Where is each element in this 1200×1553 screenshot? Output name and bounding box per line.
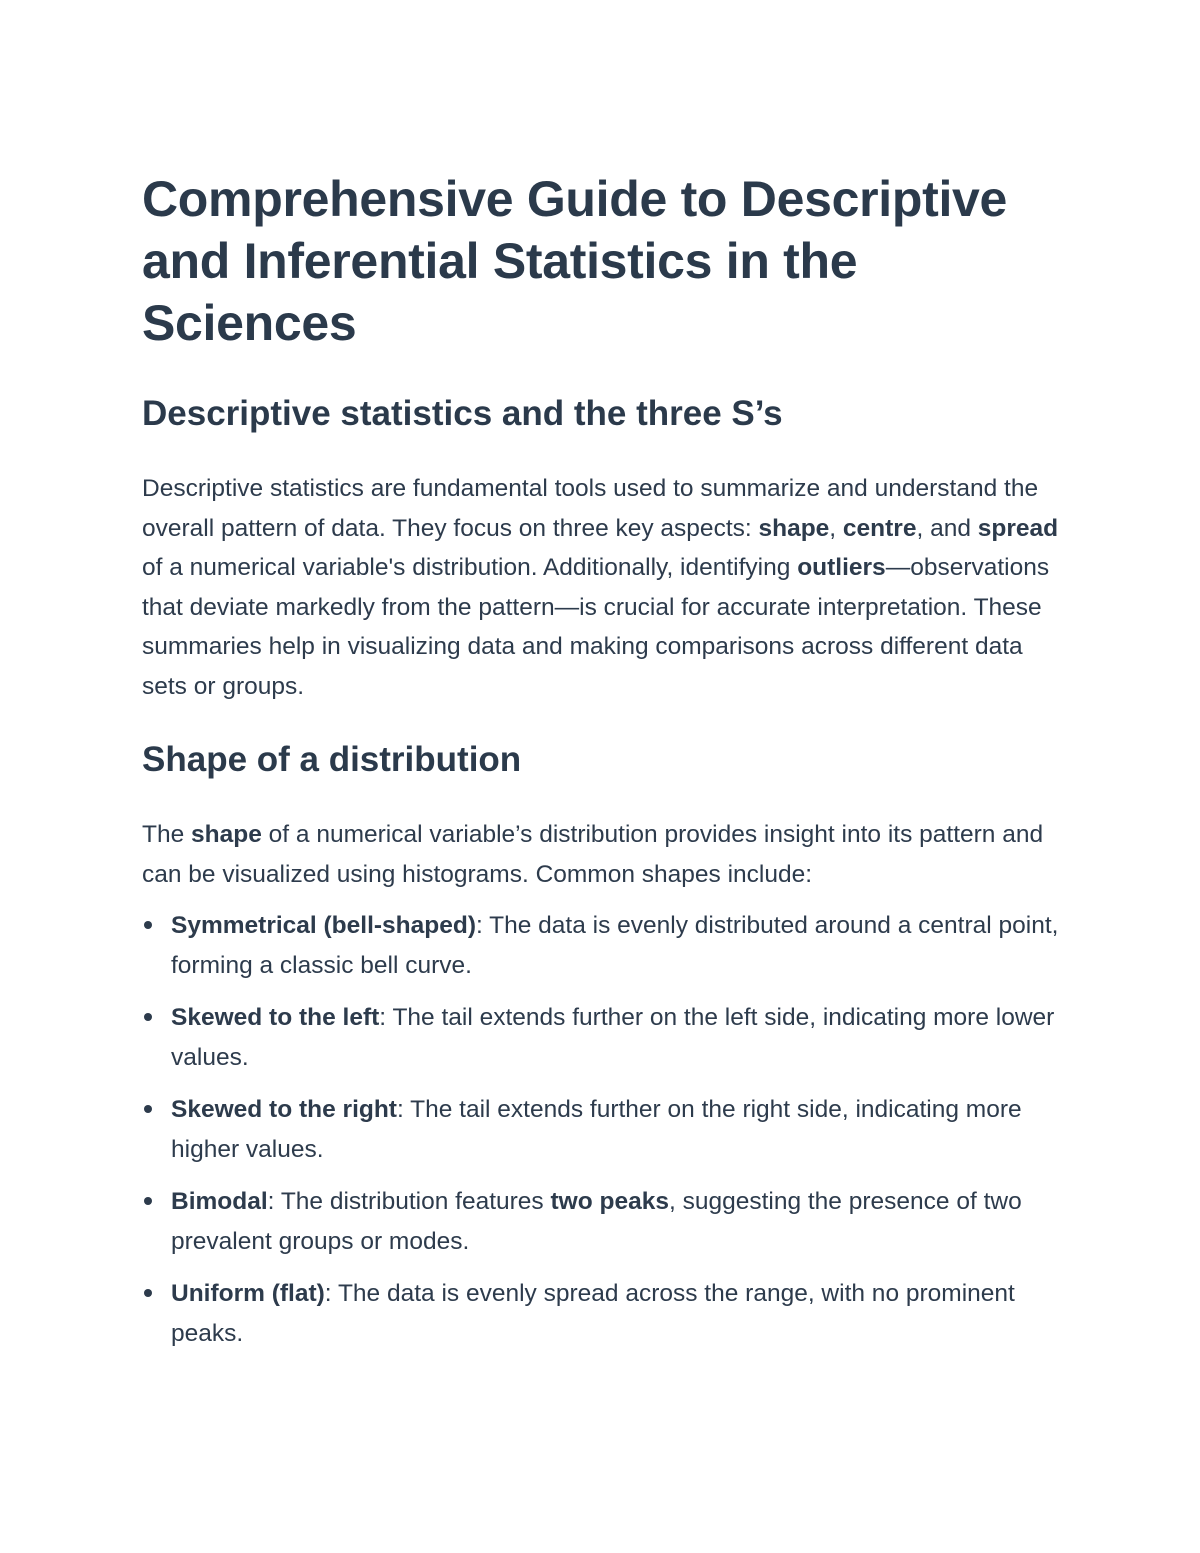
- list-item-text: , suggesting the presence of two prevalent groups or modes.: [171, 1188, 1022, 1255]
- bullet-icon: [144, 921, 152, 929]
- list-item-text: : The tail extends further on the right side, indicating more higher values.: [171, 1096, 1022, 1163]
- shape-paragraph: [142, 815, 1072, 894]
- document-page: [142, 168, 1072, 1366]
- list-item-term: Bimodal: [171, 1188, 268, 1215]
- page-title: Comprehensive Guide to Descriptive and Inferential Statistics in the Sciences: [142, 171, 1008, 351]
- list-item-text: : The data is evenly distributed around a central point, forming a classic bell curve.: [171, 912, 1059, 979]
- text-run: of a numerical variable's distribution. Additionally, identifying: [142, 554, 798, 581]
- list-item: [142, 1182, 1072, 1261]
- list-item-term: Uniform (flat): [171, 1280, 325, 1307]
- text-run: The: [142, 821, 192, 848]
- list-item-text: : The distribution features: [267, 1188, 551, 1215]
- list-item-term: Symmetrical (bell-shaped): [171, 912, 476, 939]
- bold-term-spread: spread: [977, 514, 1059, 542]
- bold-term-shape: shape: [758, 514, 830, 542]
- list-item: [142, 998, 1072, 1077]
- list-item: [142, 1090, 1072, 1169]
- list-item-term: Skewed to the left: [171, 1004, 380, 1031]
- list-item: [142, 1274, 1072, 1353]
- bold-term-shape: shape: [191, 821, 262, 848]
- bullet-icon: [144, 1197, 152, 1205]
- list-item-term: Skewed to the right: [171, 1096, 397, 1123]
- bullet-icon: [144, 1289, 152, 1297]
- section-heading-descriptive: Descriptive statistics and the three S’s: [142, 394, 783, 433]
- text-run: , and: [916, 514, 978, 542]
- list-item-term: two peaks: [550, 1188, 669, 1215]
- list-item-text: : The tail extends further on the left side, indicating more lower values.: [171, 1004, 1055, 1071]
- bullet-icon: [144, 1105, 152, 1113]
- text-run: —observations that deviate markedly from the pattern—is crucial for accurate interpretation. These summaries help in visualizing data and making comparisons across different data sets or groups.: [142, 554, 1050, 700]
- text-run: of a numerical variable’s distribution provides insight into its pattern and can be visualized using histograms. Common shapes include:: [142, 821, 1044, 888]
- list-item: [142, 906, 1072, 985]
- bold-term-centre: centre: [842, 514, 917, 542]
- shape-list: [142, 906, 1072, 1353]
- descriptive-paragraph: [142, 469, 1072, 706]
- text-run: Descriptive statistics are fundamental tools used to summarize and understand the overall pattern of data. They focus on three key aspects:: [142, 475, 1039, 542]
- text-run: ,: [829, 514, 843, 542]
- list-item-text: : The data is evenly spread across the range, with no prominent peaks.: [171, 1280, 1015, 1347]
- bold-term-outliers: outliers: [797, 554, 886, 581]
- section-heading-shape: Shape of a distribution: [142, 740, 522, 779]
- bullet-icon: [144, 1013, 152, 1021]
